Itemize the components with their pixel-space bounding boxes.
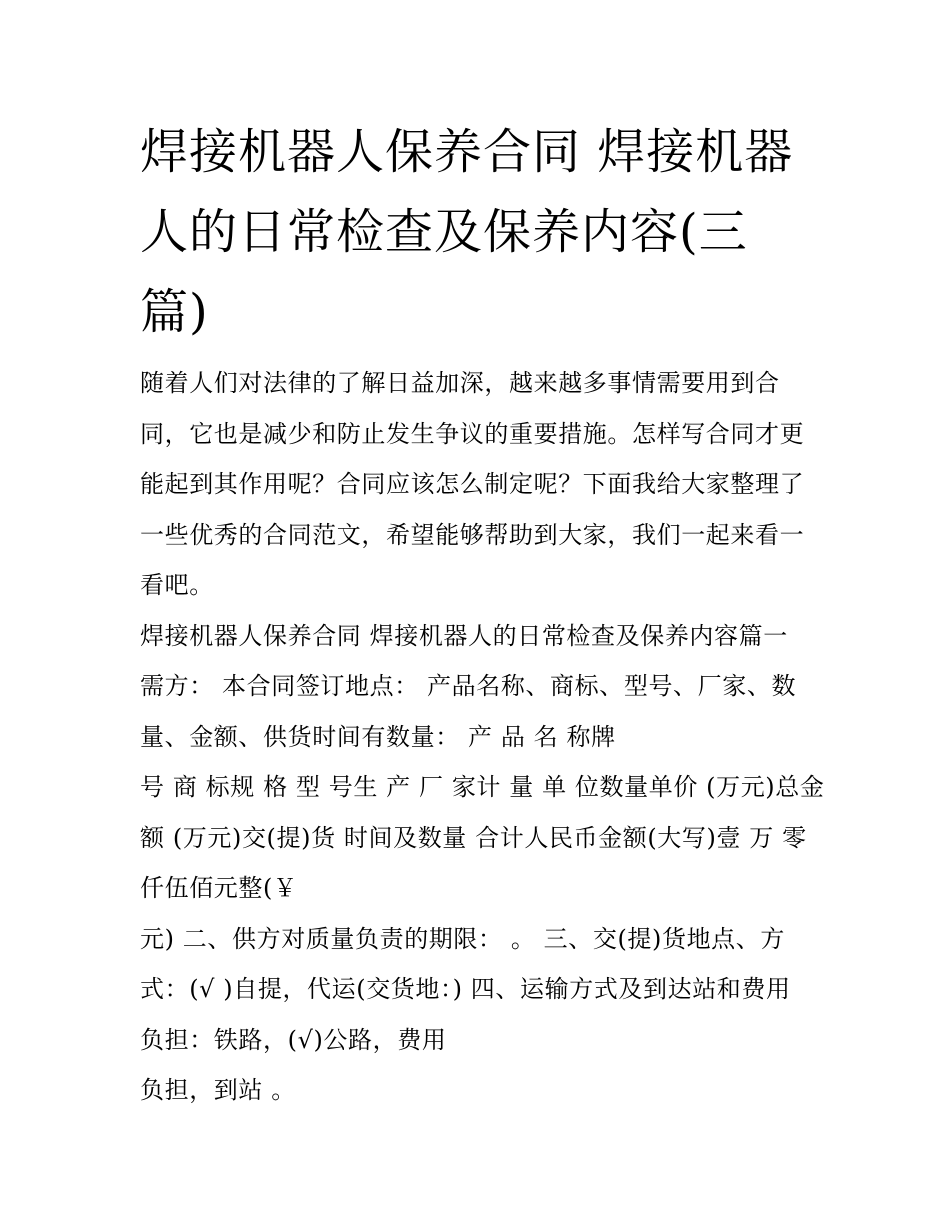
intro-line: 一些优秀的合同范文，希望能够帮助到大家，我们一起来看一 <box>140 520 805 549</box>
intro-line: 同，它也是减少和防止发生争议的重要措施。怎样写合同才更 <box>140 419 805 448</box>
title-line: 篇) <box>140 284 209 340</box>
body-line: 负担：铁路，(√)公路，费用 <box>140 1025 447 1054</box>
section-heading <box>140 611 820 662</box>
body-line: 需方： 本合同签订地点： 产品名称、商标、型号、厂家、数 <box>140 672 797 700</box>
contract-body-paragraph <box>140 661 825 1116</box>
intro-line: 随着人们对法律的了解日益加深，越来越多事情需要用到合 <box>140 369 780 397</box>
body-line: 号 商 标规 格 型 号生 产 厂 家计 量 单 位数量单价 (万元)总金 <box>140 773 825 801</box>
section-heading-text: 焊接机器人保养合同 焊接机器人的日常检查及保养内容篇一 <box>140 621 788 650</box>
body-line: 式：(√ )自提，代运(交货地：) 四、运输方式及到达站和费用 <box>140 975 791 1003</box>
body-line: 仟伍佰元整(￥ <box>140 874 298 902</box>
body-line: 负担，到站 。 <box>140 1076 296 1104</box>
intro-line: 能起到其作用呢？合同应该怎么制定呢？下面我给大家整理了 <box>140 470 805 498</box>
title-line: 焊接机器人保养合同 焊接机器 <box>140 124 794 180</box>
intro-paragraph <box>140 358 820 611</box>
intro-line: 看吧。 <box>140 571 214 599</box>
document-title <box>140 112 820 352</box>
document-page <box>140 112 825 1116</box>
title-line: 人的日常检查及保养内容(三 <box>140 204 748 260</box>
body-line: 元) 二、供方对质量负责的期限： 。 三、交(提)货地点、方 <box>140 924 785 953</box>
body-line: 额 (万元)交(提)货 时间及数量 合计人民币金额(大写)壹 万 零 <box>140 823 807 852</box>
body-line: 量、金额、供货时间有数量： 产 品 名 称牌 <box>140 722 616 751</box>
document-body <box>140 358 825 1116</box>
